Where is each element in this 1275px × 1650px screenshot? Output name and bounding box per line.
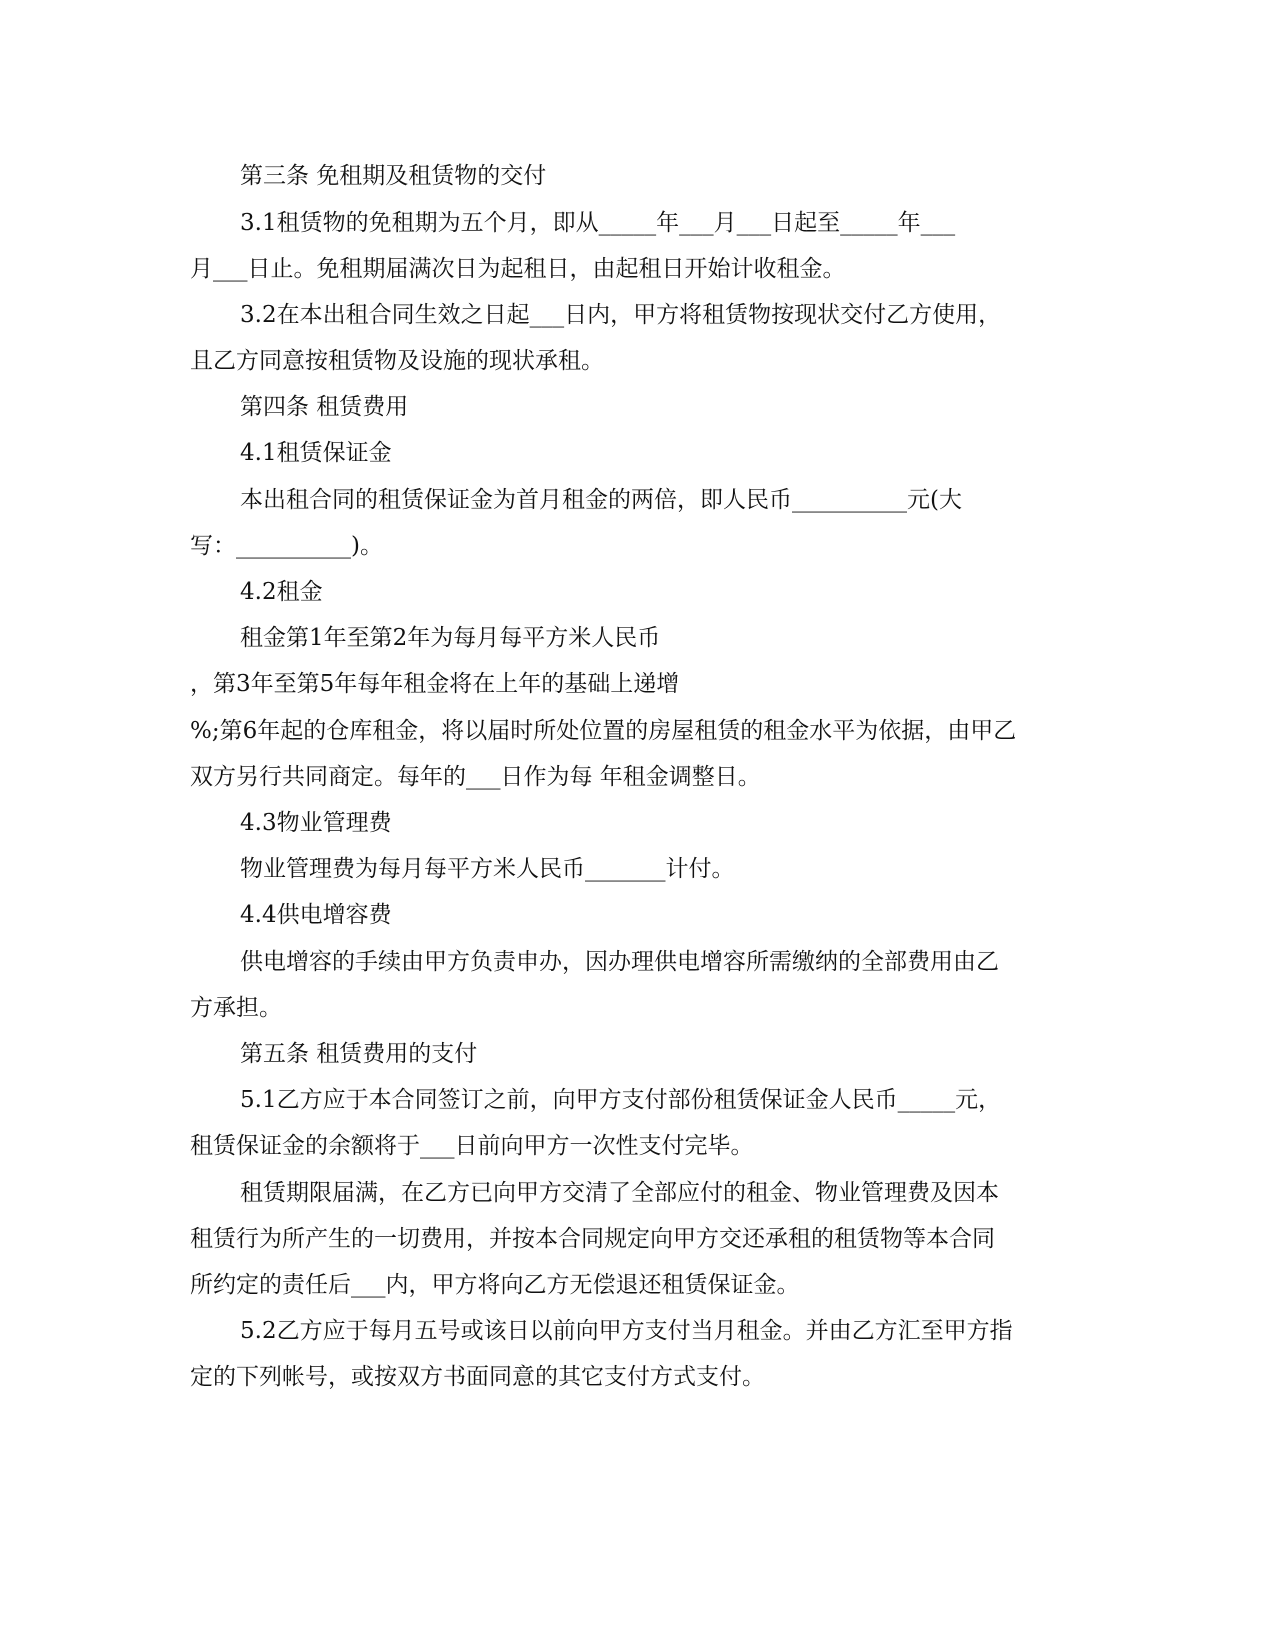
clause-5-1-line-2: 租赁保证金的余额将于___日前向甲方一次性支付完毕。 [190, 1133, 754, 1159]
clause-5-2-line-2: 定的下列帐号，或按双方书面同意的其它支付方式支付。 [190, 1364, 765, 1390]
article-3-heading: 第三条 免租期及租赁物的交付 [240, 163, 547, 189]
article-5-heading: 第五条 租赁费用的支付 [240, 1041, 478, 1067]
clause-4-1-line-2: 写：__________)。 [190, 533, 383, 559]
clause-4-3-line-1: 物业管理费为每月每平方米人民币_______计付。 [240, 856, 735, 882]
clause-3-1-line-2: 月___日止。免租期届满次日为起租日，由起租日开始计收租金。 [190, 256, 846, 282]
clause-4-4-heading: 4.4供电增容费 [240, 902, 392, 928]
clause-4-2-heading: 4.2租金 [240, 579, 323, 605]
clause-4-3-heading: 4.3物业管理费 [240, 810, 392, 836]
clause-4-2-line-1: 租金第1年至第2年为每月每平方米人民币 [240, 625, 661, 651]
clause-4-1-line-1: 本出租合同的租赁保证金为首月租金的两倍，即人民币__________元(大 [240, 487, 962, 513]
deposit-refund-line-3: 所约定的责任后___内，甲方将向乙方无偿退还租赁保证金。 [190, 1272, 800, 1298]
clause-4-2-line-2: ，第3年至第5年每年租金将在上年的基础上递增 [190, 671, 680, 697]
clause-3-2-line-2: 且乙方同意按租赁物及设施的现状承租。 [190, 348, 604, 374]
clause-5-2-line-1: 5.2乙方应于每月五号或该日以前向甲方支付当月租金。并由乙方汇至甲方指 [240, 1318, 1013, 1344]
clause-3-1-line-1: 3.1租赁物的免租期为五个月，即从_____年___月___日起至_____年___ [240, 210, 956, 236]
deposit-refund-line-2: 租赁行为所产生的一切费用，并按本合同规定向甲方交还承租的租赁物等本合同 [190, 1226, 995, 1252]
clause-4-2-line-3: %;第6年起的仓库租金，将以届时所处位置的房屋租赁的租金水平为依据，由甲乙 [190, 718, 1017, 744]
clause-5-1-line-1: 5.1乙方应于本合同签订之前，向甲方支付部份租赁保证金人民币_____元， [240, 1087, 1002, 1113]
clause-4-1-heading: 4.1租赁保证金 [240, 440, 392, 466]
clause-4-2-line-4: 双方另行共同商定。每年的___日作为每 年租金调整日。 [190, 764, 761, 790]
article-4-heading: 第四条 租赁费用 [240, 394, 409, 420]
deposit-refund-line-1: 租赁期限届满，在乙方已向甲方交清了全部应付的租金、物业管理费及因本 [240, 1180, 999, 1206]
clause-4-4-line-1: 供电增容的手续由甲方负责申办，因办理供电增容所需缴纳的全部费用由乙 [240, 949, 999, 975]
clause-3-2-line-1: 3.2在本出租合同生效之日起___日内，甲方将租赁物按现状交付乙方使用， [240, 302, 1002, 328]
clause-4-4-line-2: 方承担。 [190, 995, 282, 1021]
